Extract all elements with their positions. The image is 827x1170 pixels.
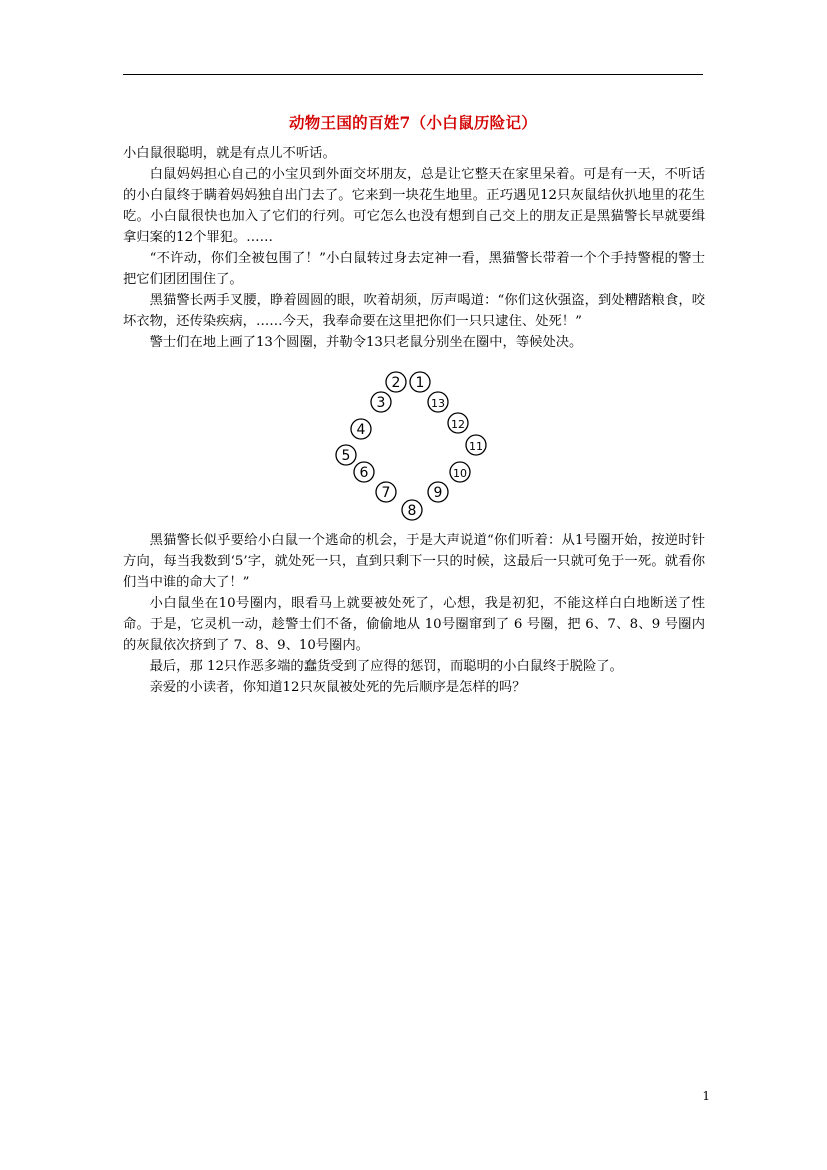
page-number: 1 (702, 1089, 710, 1103)
paragraph: 小白鼠很聪明，就是有点儿不听话。 (123, 146, 336, 161)
paragraph: 警士们在地上画了13个圆圈，并勒令13只老鼠分别坐在圈中，等候处决。 (149, 335, 583, 350)
numbered-circle-8 (402, 500, 422, 520)
page-title: 动物王国的百姓7（小白鼠历险记） (288, 113, 538, 132)
circle-diagram (330, 368, 500, 526)
numbered-circle-4 (351, 419, 371, 439)
circle-number: 5 (341, 448, 351, 464)
circle-number: 2 (391, 375, 401, 391)
numbered-circle-3 (371, 392, 391, 412)
circle-number: 3 (376, 395, 386, 411)
circle-number: 12 (451, 418, 465, 431)
header-rule (123, 74, 703, 75)
circle-number: 10 (453, 467, 467, 480)
circle-number: 4 (356, 422, 366, 438)
circle-number: 7 (381, 485, 391, 501)
circle-number: 9 (433, 485, 443, 501)
paragraph: 最后，那 12只作恶多端的蠢货受到了应得的惩罚，而聪明的小白鼠终于脱险了。 (149, 659, 623, 674)
circle-number: 1 (415, 375, 425, 391)
circle-number: 8 (407, 503, 417, 519)
circle-number: 11 (469, 440, 483, 453)
numbered-circle-10 (450, 462, 470, 482)
story-text-top (123, 143, 705, 353)
circle-number: 6 (359, 465, 369, 481)
numbered-circle-1 (410, 372, 430, 392)
paragraph: 亲爱的小读者，你知道12只灰鼠被处死的先后顺序是怎样的吗？ (149, 680, 526, 695)
paragraph: 黑猫警长似乎要给小白鼠一个逃命的机会，于是大声说道“你们听着：从1号圈开始，按逆时针方向，每当我数到‘5’字，就处死一只，直到只剩下一只的时候，这最后一只就可免于一死。就看你们当中谁的命大了！” (123, 533, 705, 590)
paragraph: 小白鼠坐在10号圈内，眼看马上就要被处死了，心想，我是初犯，不能这样白白地断送了性命。于是，它灵机一动，趁警士们不备，偷偷地从 10号圈窜到了 6 号圈，把 6、7、8、9 号圈内的灰鼠依次挤到了 7、8、9、10号圈内。 (123, 596, 705, 653)
numbered-circle-11 (466, 435, 486, 455)
numbered-circle-13 (428, 392, 448, 412)
numbered-circle-12 (448, 413, 468, 433)
circle-diagram-svg (330, 368, 500, 526)
paragraph: “不许动，你们全被包围了！”小白鼠转过身去定神一看，黑猫警长带着一个个手持警棍的警士把它们团团围住了。 (123, 251, 705, 287)
paragraph: 白鼠妈妈担心自己的小宝贝到外面交坏朋友，总是让它整天在家里呆着。可是有一天，不听话的小白鼠终于瞒着妈妈独自出门去了。它来到一块花生地里。正巧遇见12只灰鼠结伙扒地里的花生吃。小白鼠很快也加入了它们的行列。可它怎么也没有想到自己交上的朋友正是黑猫警长早就要缉拿归案的12个罪犯。…… (123, 167, 705, 245)
numbered-circle-2 (386, 372, 406, 392)
numbered-circle-6 (354, 462, 374, 482)
circle-number: 13 (431, 397, 445, 410)
paragraph: 黑猫警长两手叉腰，睁着圆圆的眼，吹着胡须，厉声喝道：“你们这伙强盗，到处糟踏粮食，咬坏衣物，还传染疾病，……今天，我奉命要在这里把你们一只只逮住、处死！” (123, 293, 705, 329)
numbered-circle-5 (336, 445, 356, 465)
story-text-bottom (123, 530, 705, 698)
numbered-circle-7 (376, 482, 396, 502)
numbered-circle-9 (428, 482, 448, 502)
